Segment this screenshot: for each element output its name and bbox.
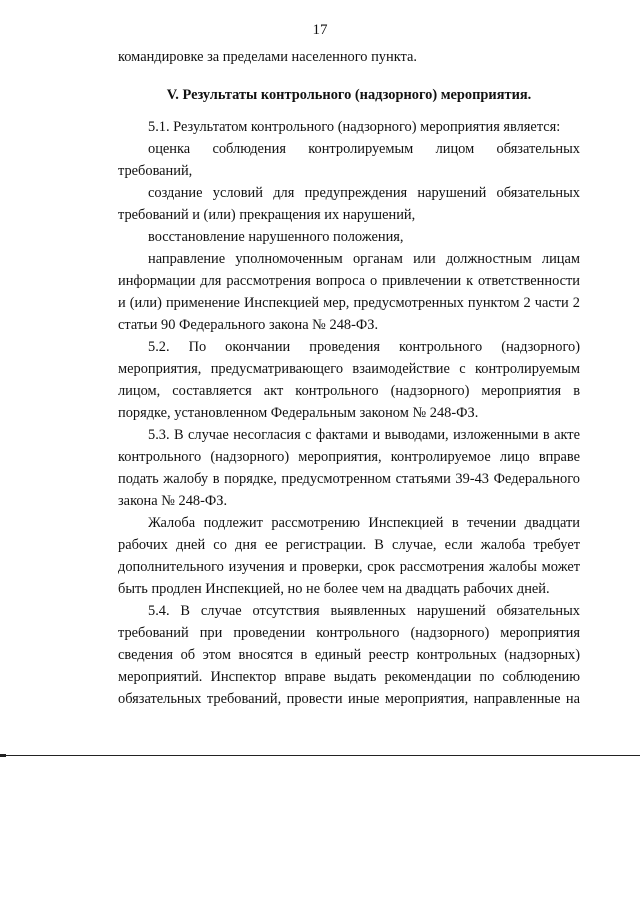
text-line: требований, — [118, 163, 193, 179]
text-line: командировке за пределами населенного пункта. — [118, 49, 417, 65]
text-line: 5.3. В случае несогласия с фактами и выводами, изложенными в акте — [148, 427, 580, 443]
text-line: Жалоба подлежит рассмотрению Инспекцией в течении двадцати — [148, 515, 580, 531]
text-line: 5.4. В случае отсутствия выявленных нарушений обязательных — [148, 603, 580, 619]
text-line: сведения об этом вносятся в единый реестр контрольных (надзорных) — [118, 647, 580, 663]
text-line: создание условий для предупреждения нарушений обязательных — [148, 185, 580, 201]
text-line: закона № 248-ФЗ. — [118, 493, 228, 509]
text-line: 5.2. По окончании проведения контрольного (надзорного) — [148, 339, 580, 355]
text-line: подать жалобу в порядке, предусмотренном статьями 39-43 Федерального — [118, 471, 580, 487]
text-line: быть продлен Инспекцией, но не более чем на двадцать рабочих дней. — [118, 581, 550, 597]
text-line: оценка соблюдения контролируемым лицом обязательных — [148, 141, 580, 157]
page-number: 17 — [312, 22, 328, 38]
text-line: контрольного (надзорного) мероприятия, контролируемое лицо вправе — [118, 449, 580, 465]
footer-divider — [0, 755, 640, 756]
text-line: мероприятия, предусматривающего взаимодействие с контролируемым — [118, 361, 580, 377]
text-line: статьи 90 Федерального закона № 248-ФЗ. — [118, 317, 379, 333]
text-line: информации для рассмотрения вопроса о привлечении к ответственности — [118, 273, 580, 289]
text-line: порядке, установленном Федеральным законом № 248-ФЗ. — [118, 405, 479, 421]
text-line: рабочих дней со дня ее регистрации. В случае, если жалоба требует — [118, 537, 580, 553]
text-line: 5.1. Результатом контрольного (надзорного) мероприятия является: — [148, 119, 561, 135]
section-heading: V. Результаты контрольного (надзорного) мероприятия. — [166, 87, 532, 103]
text-line: лицом, составляется акт контрольного (надзорного) мероприятия в — [118, 383, 580, 399]
text-line: и (или) применение Инспекцией мер, предусмотренных пунктом 2 части 2 — [118, 295, 580, 311]
text-line: направление уполномоченным органам или должностным лицам — [148, 251, 580, 267]
text-line: мероприятий. Инспектор вправе выдать рекомендации по соблюдению — [118, 669, 580, 685]
text-line: восстановление нарушенного положения, — [148, 229, 404, 245]
text-line: требований при проведении контрольного (надзорного) мероприятия — [118, 625, 580, 641]
document-body — [118, 46, 580, 710]
text-line: дополнительного изучения и проверки, срок рассмотрения жалобы может — [118, 559, 580, 575]
text-line: обязательных требований, провести иные мероприятия, направленные на — [118, 691, 580, 707]
text-line: требований и (или) прекращения их нарушений, — [118, 207, 416, 223]
